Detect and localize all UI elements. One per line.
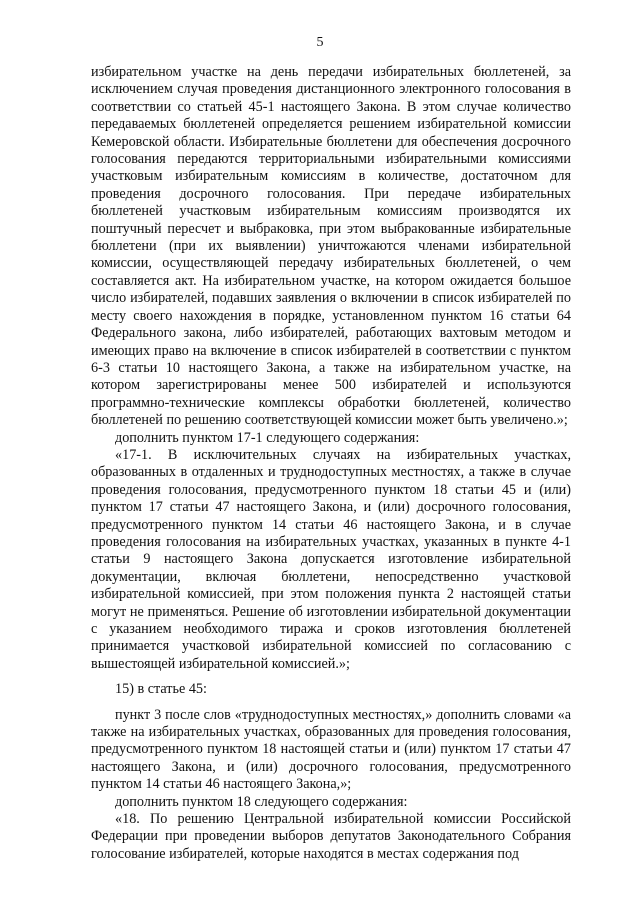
document-body [91,64,571,863]
paragraph: избирательном участке на день передачи избирательных бюллетеней, за исключением случая проведения дистанционного электронного голосования в соответствии со статьей 45-1 настоящего Закона. В этом случае количество передаваемых бюллетеней определяется решением избирательной комиссии Кемеровской области. Избирательные бюллетени для обеспечения досрочного голосования передаются территориальными избирательными комиссиями участковым избирательным комиссиям в количестве, достаточном для проведения досрочного голосования. При передаче избирательных бюллетеней участковым избирательным комиссиям производятся их поштучный пересчет и выбраковка, при этом выбракованные избирательные бюллетени (при их выявлении) уничтожаются членами избирательной комиссии, осуществляющей передачу избирательных бюллетеней, о чем составляется акт. На избирательном участке, на котором ожидается большое число избирателей, подавших заявления о включении в список избирателей по месту своего нахождения в порядке, установленном пунктом 16 статьи 64 Федерального закона, либо избирателей, работающих вахтовым методом и имеющих право на включение в список избирателей в соответствии с пунктом 6-3 статьи 10 настоящего Закона, а также на избирательном участке, на котором зарегистрированы менее 500 избирателей и используются программно-технические комплексы обработки бюллетеней, количество бюллетеней по решению соответствующей комиссии может быть увеличено.»; [91,64,571,429]
paragraph: дополнить пунктом 18 следующего содержания: [115,793,408,810]
paragraph: 15) в статье 45: [115,681,207,698]
page-number: 5 [316,35,324,50]
paragraph: «18. По решению Центральной избирательной комиссии Российской Федерации при проведении выборов депутатов Законодательного Собрания голосование избирателей, которые находятся в местах содержания под [91,811,571,862]
paragraph: «17-1. В исключительных случаях на избирательных участках, образованных в отдаленных и труднодоступных местностях, а также в случае проведения голосования, предусмотренного пунктом 18 статьи 45 и (или) пунктом 17 статьи 47 настоящего Закона, и (или) досрочного голосования, предусмотренного пунктом 14 статьи 46 настоящего Закона, и в случае проведения голосования на избирательных участках, указанных в пункте 4-1 статьи 9 настоящего Закона допускается изготовление избирательной документации, включая бюллетени, непосредственно участковой избирательной комиссией, при этом положения пункта 2 настоящей статьи могут не применяться. Решение об изготовлении избирательной документации с указанием необходимого тиража и сроков изготовления бюллетеней принимается участковой избирательной комиссией по согласованию с вышестоящей избирательной комиссией.»; [91,446,571,672]
paragraph: дополнить пунктом 17-1 следующего содержания: [115,429,420,446]
paragraph: пункт 3 после слов «труднодоступных местностях,» дополнить словами «а также на избирательных участках, образованных для проведения голосования, предусмотренного пунктом 18 настоящей статьи и (или) пунктом 17 статьи 47 настоящего Закона, и (или) досрочного голосования, предусмотренного пунктом 14 статьи 46 настоящего Закона,»; [91,706,571,793]
